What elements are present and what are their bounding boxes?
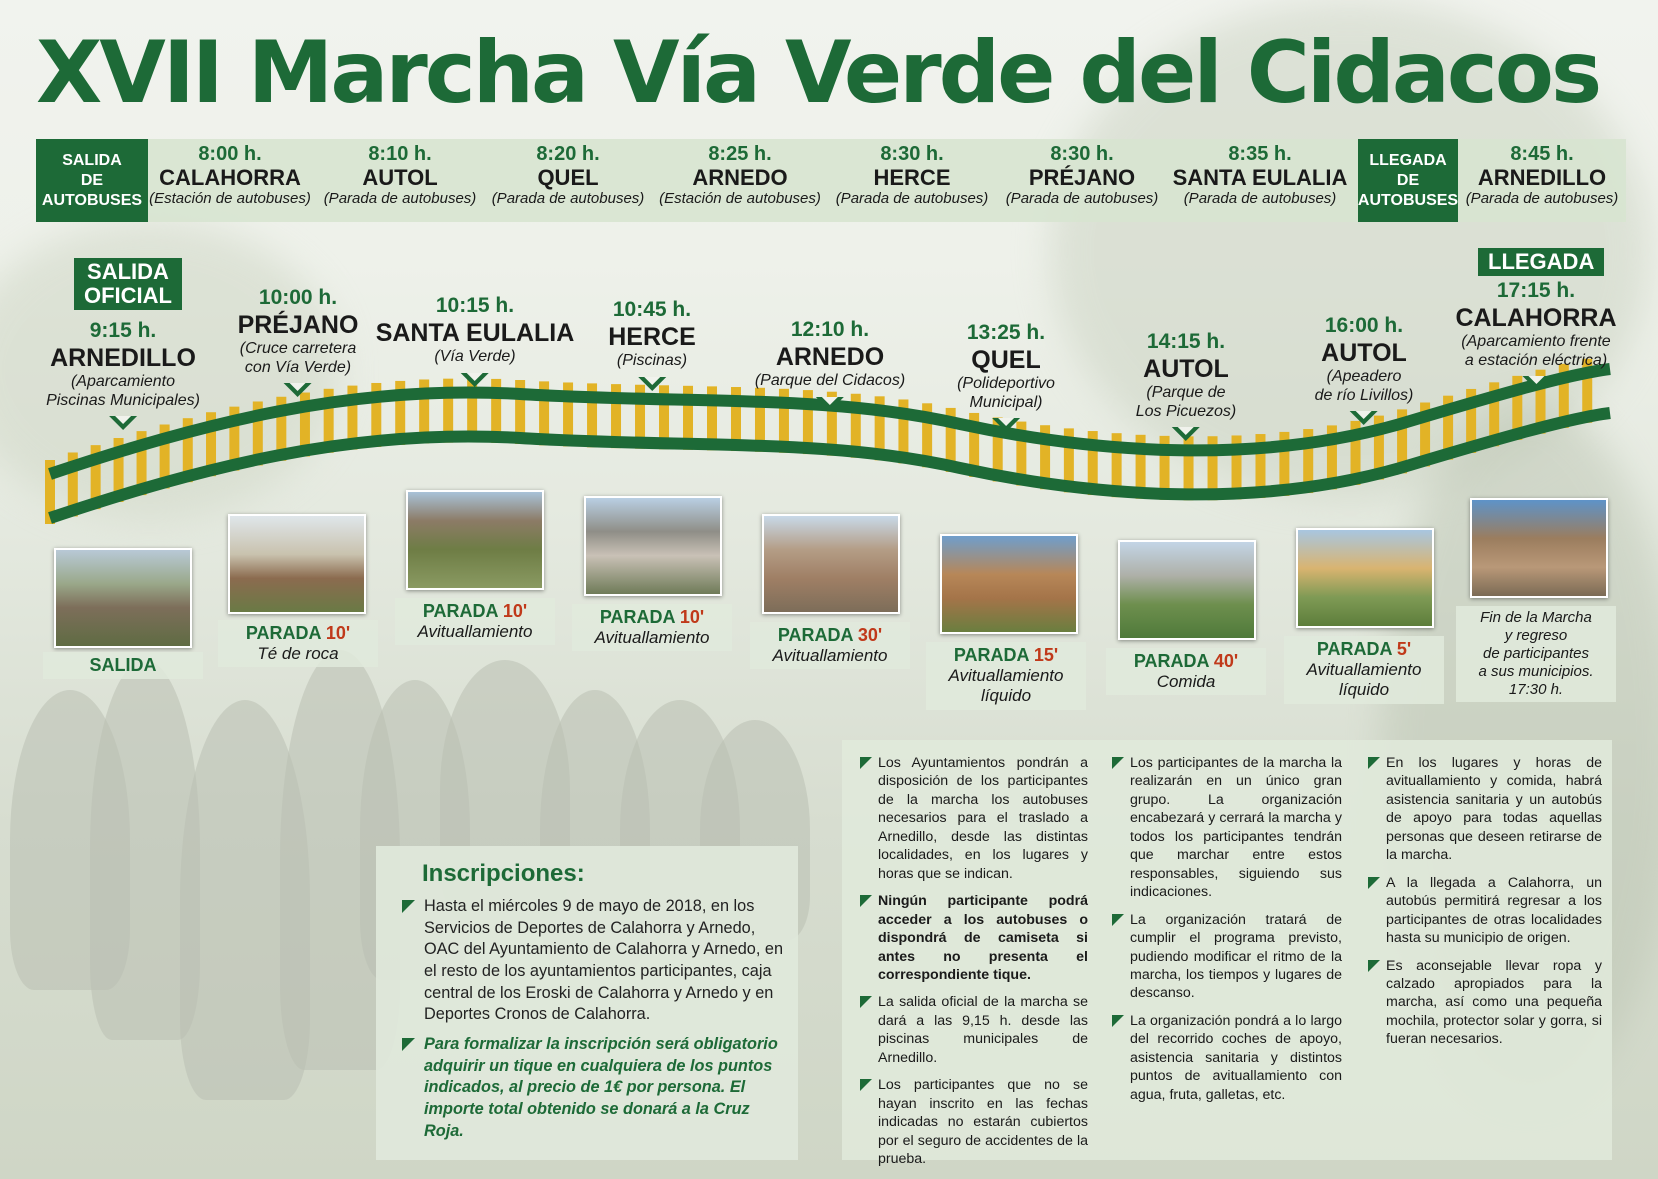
info-item: La organización pondrá a lo largo del recorrido coches de apoyo, asistencia sanitaria y distintos puntos de avituallamiento con agua, fruta, galletas, etc. <box>1110 1012 1342 1104</box>
info-item: Los participantes de la marcha la realizarán en un único gran grupo. La organización encabezará y cerrará la marcha y todos los participantes tendrán que marchar entre estos responsables, siguiendo sus indicaciones. <box>1110 754 1342 902</box>
stage-note: Avituallamiento <box>772 646 888 665</box>
stage-caption <box>926 642 1086 710</box>
bus-detail: (Estación de autobuses) <box>659 190 821 208</box>
chevron-down-icon <box>109 416 137 430</box>
chevron-down-icon <box>461 373 489 387</box>
bus-detail: (Parada de autobuses) <box>1183 190 1337 208</box>
bus-departure-label: SALIDA DE AUTOBUSES <box>36 139 148 222</box>
info-column-2 <box>1110 754 1342 1113</box>
stop-detail: (Polideportivo Municipal) <box>957 375 1055 411</box>
bus-place: QUEL <box>537 165 599 190</box>
bus-place: ARNEDILLO <box>1477 165 1607 190</box>
bus-place: ARNEDO <box>692 165 788 190</box>
bus-detail: (Parada de autobuses) <box>323 190 477 208</box>
inscripciones-body <box>402 896 792 1150</box>
stage-label: SALIDA <box>89 655 157 675</box>
stop-time: 10:15 h. <box>435 294 515 317</box>
info-item: Los participantes que no se hayan inscrito en las fechas indicadas no estarán cubiertos por el seguro de accidentes de la prueba. <box>858 1076 1088 1168</box>
stop-place: CALAHORRA <box>1455 304 1617 333</box>
end-badge: LLEGADA <box>1478 248 1604 276</box>
stage-caption <box>572 604 732 651</box>
bus-time: 8:45 h. <box>1510 143 1574 165</box>
stage-label: PARADA 10' <box>245 623 351 643</box>
stage-note: Avituallamiento líquido <box>948 666 1064 706</box>
stage-minutes: 5' <box>1396 639 1412 659</box>
stage-label: PARADA 40' <box>1133 651 1239 671</box>
stage-minutes: 15' <box>1033 645 1059 665</box>
route-stop <box>1315 313 1414 425</box>
stage-note: Comida <box>1156 672 1216 691</box>
stage-caption <box>218 620 378 667</box>
info-item: La organización tratará de cumplir el programa previsto, pudiendo modificar el ritmo de la marcha, los tiempos y lugares de descanso. <box>1110 911 1342 1003</box>
stop-photo <box>54 548 192 648</box>
bus-time: 8:30 h. <box>880 143 944 165</box>
stage-minutes: 10' <box>679 607 705 627</box>
bus-detail: (Estación de autobuses) <box>149 190 311 208</box>
bus-place: CALAHORRA <box>159 165 301 190</box>
bus-detail: (Parada de autobuses) <box>1465 190 1619 208</box>
stop-place: QUEL <box>971 346 1041 375</box>
page-title: XVII Marcha Vía Verde del Cidacos <box>36 23 1600 123</box>
stop-place: AUTOL <box>1143 355 1229 384</box>
stop-detail: (Vía Verde) <box>434 348 516 366</box>
chevron-down-icon <box>992 418 1020 432</box>
stop-time: 14:15 h. <box>1146 330 1226 353</box>
stop-detail: (Piscinas) <box>616 352 688 370</box>
stop-place: PRÉJANO <box>237 311 359 340</box>
inscripciones-text: Hasta el miércoles 9 de mayo de 2018, en los Servicios de Deportes de Calahorra y Arnedo, OAC del Ayuntamiento de Calahorra y Arnedo, en el resto de los ayuntamientos participantes, caja central de los Eroski de Calahorra y Arnedo y en Deportes Cronos de Calahorra. <box>402 896 792 1026</box>
stop-detail: (Aparcamiento frente a estación eléctrica) <box>1461 333 1611 369</box>
stage-caption <box>1456 606 1616 702</box>
route-stop <box>957 320 1055 432</box>
stop-photo <box>762 514 900 614</box>
stop-time: 10:00 h. <box>258 286 338 309</box>
stage-minutes: 10' <box>502 601 528 621</box>
stop-detail: (Parque del Cidacos) <box>754 372 906 390</box>
stage-note: Fin de la Marcha y regreso de participantes a sus municipios. 17:30 h. <box>1478 609 1594 698</box>
stop-time: 10:45 h. <box>612 298 692 321</box>
stop-photo <box>940 534 1078 634</box>
route-stop <box>46 318 200 430</box>
stop-time: 16:00 h. <box>1324 314 1404 337</box>
route-stop <box>1136 329 1237 441</box>
chevron-down-icon <box>816 397 844 411</box>
route-stop <box>376 293 575 387</box>
stop-detail: (Parque de Los Picuezos) <box>1135 384 1237 420</box>
bus-time: 8:35 h. <box>1228 143 1292 165</box>
stop-detail: (Cruce carretera con Vía Verde) <box>239 340 357 376</box>
info-column-3 <box>1366 754 1602 1058</box>
bus-place: PRÉJANO <box>1028 165 1136 190</box>
stop-time: 13:25 h. <box>966 321 1046 344</box>
info-item: Ningún participante podrá acceder a los autobuses o dispondrá de camiseta si antes no presenta el correspondiente tique. <box>858 892 1088 984</box>
bus-place: HERCE <box>873 165 951 190</box>
chevron-down-icon <box>1172 427 1200 441</box>
inscripciones-title: Inscripciones: <box>422 860 585 887</box>
info-item: A la llegada a Calahorra, un autobús permitirá regresar a los participantes de otras localidades hasta su municipio de origen. <box>1366 874 1602 948</box>
bus-place: AUTOL <box>362 165 438 190</box>
bus-time: 8:00 h. <box>198 143 262 165</box>
stage-caption <box>395 598 555 645</box>
info-item: En los lugares y horas de avituallamiento y comida, habrá asistencia sanitaria y un autobús de apoyo para todas aquellas personas que deseen retirarse de la marcha. <box>1366 754 1602 865</box>
chevron-down-icon <box>1522 376 1550 390</box>
bus-time: 8:10 h. <box>368 143 432 165</box>
stage-minutes: 40' <box>1213 651 1239 671</box>
stop-photo <box>1296 528 1434 628</box>
info-column-1 <box>858 754 1088 1178</box>
stage-note: Avituallamiento líquido <box>1306 660 1422 700</box>
start-badge: SALIDA OFICIAL <box>74 258 182 310</box>
stage-label: PARADA 15' <box>953 645 1059 665</box>
stop-detail: (Apeadero de río Livillos) <box>1314 368 1414 404</box>
bus-time: 8:20 h. <box>536 143 600 165</box>
stop-time: 9:15 h. <box>89 319 157 342</box>
stage-caption <box>750 622 910 669</box>
stop-detail: (Aparcamiento Piscinas Municipales) <box>46 373 200 409</box>
stage-label: PARADA 10' <box>599 607 705 627</box>
bus-time: 8:25 h. <box>708 143 772 165</box>
route-stop <box>1455 278 1616 390</box>
bus-detail: (Parada de autobuses) <box>835 190 989 208</box>
stage-caption <box>1106 648 1266 695</box>
bus-detail: (Parada de autobuses) <box>491 190 645 208</box>
stage-note: Avituallamiento <box>594 628 710 647</box>
route-stop <box>755 317 905 411</box>
info-item: Los Ayuntamientos pondrán a disposición de los participantes de la marcha los autobuses necesarios para el traslado a Arnedillo, desde las distintas localidades, en los lugares y horas que se indican. <box>858 754 1088 883</box>
bus-time: 8:30 h. <box>1050 143 1114 165</box>
stop-time: 12:10 h. <box>790 318 870 341</box>
chevron-down-icon <box>638 377 666 391</box>
info-item: Es aconsejable llevar ropa y calzado apropiados para la marcha, así como una pequeña mochila, protector solar y gorra, si fueran necesarios. <box>1366 957 1602 1049</box>
stop-place: ARNEDILLO <box>50 344 196 373</box>
stage-caption <box>1284 636 1444 704</box>
stop-photo <box>406 490 544 590</box>
stage-minutes: 30' <box>857 625 883 645</box>
stop-photo <box>584 496 722 596</box>
stop-photo <box>1118 540 1256 640</box>
stage-label: PARADA 5' <box>1316 639 1412 659</box>
stop-time: 17:15 h. <box>1496 279 1576 302</box>
stage-minutes: 10' <box>325 623 351 643</box>
chevron-down-icon <box>284 383 312 397</box>
bus-arrival-label: LLEGADA DE AUTOBUSES <box>1358 139 1458 222</box>
stage-note: Té de roca <box>257 644 339 663</box>
stop-place: ARNEDO <box>775 343 885 372</box>
route-stop <box>238 285 359 397</box>
stop-place: AUTOL <box>1321 339 1407 368</box>
stop-photo <box>228 514 366 614</box>
stage-note: Avituallamiento <box>417 622 533 641</box>
stage-label: PARADA 10' <box>422 601 528 621</box>
stop-place: HERCE <box>608 323 696 352</box>
info-item: La salida oficial de la marcha se dará a las 9,15 h. desde las piscinas municipales de Arnedillo. <box>858 993 1088 1067</box>
stage-caption <box>43 652 203 679</box>
stop-photo <box>1470 498 1608 598</box>
stop-place: SANTA EULALIA <box>375 319 575 348</box>
inscripciones-note: Para formalizar la inscripción será obligatorio adquirir un tique en cualquiera de los puntos indicados, al precio de 1€ por persona. El importe total obtenido se donará a la Cruz Roja. <box>402 1034 792 1142</box>
bus-place: SANTA EULALIA <box>1172 165 1348 190</box>
stage-label: PARADA 30' <box>777 625 883 645</box>
bus-detail: (Parada de autobuses) <box>1005 190 1159 208</box>
chevron-down-icon <box>1350 411 1378 425</box>
route-stop <box>608 297 696 391</box>
